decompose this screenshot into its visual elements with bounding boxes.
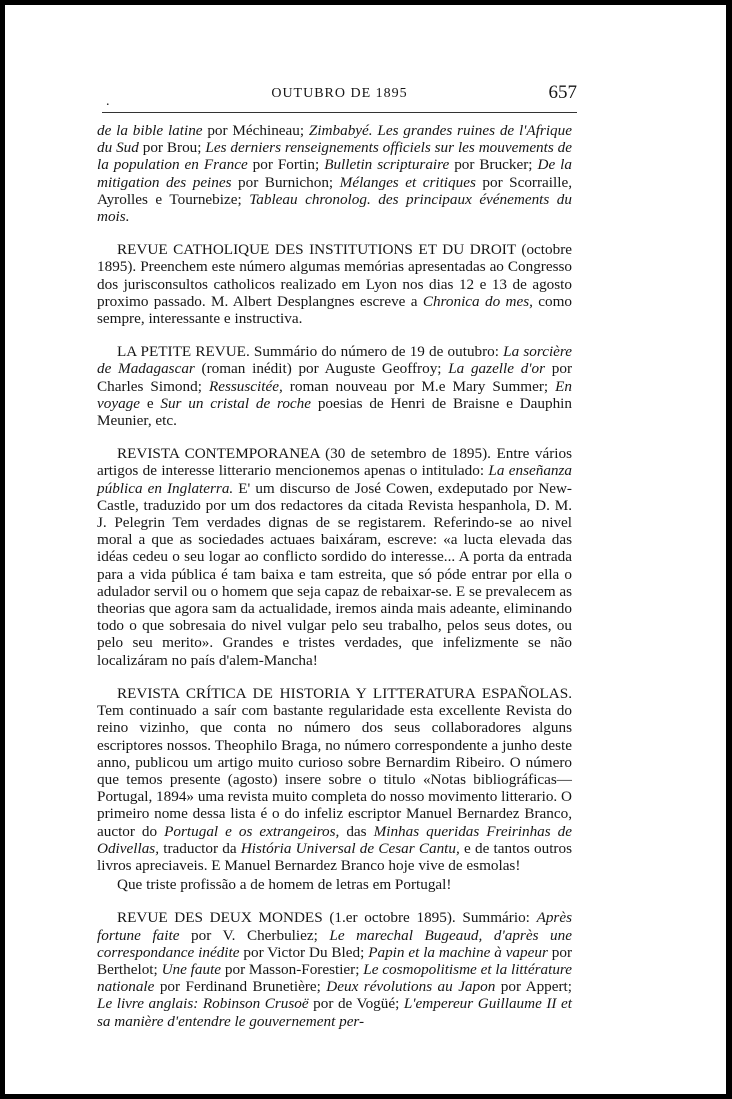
italic-title: La enseñanza pública en Inglaterra. (97, 462, 573, 497)
paragraph (97, 241, 572, 327)
text-run: por V. Cherbuliez; (179, 926, 330, 944)
text-run: por Masson-Forestier; (221, 960, 364, 978)
italic-title: Chronica do mes, (422, 292, 533, 310)
text-run: E' um discurso de José Cowen, exdeputado por New-Castle, traduzido por um dos redactores da citada Revista hespanhola, D. M. J. Pelegrin Tem verdades dignas de se registarem. Referindo-se ao nivel moral a que as sociedades actuaes baixáram, escreve: «a lucta elevada das idéas cedeu o seu logar ao conflicto sordido do interesse... A porta da entrada para a vida pública é tam baixa e tam estreita, que só póde entrar por ella o adulador servil ou o homem que seja capaz de rebaixar-se. E se prevalecem as theorias que agora sam da actualidade, iremos ainda mais adeante, eliminando todo o que sobresaia do nivel vulgar pelo seu trabalho, pelos seus dotes, ou pelo seu merito». Grandes e tristes verdades, que infelizmente se não localizáram no país d'alem-Mancha! (97, 479, 572, 669)
text-run: das (339, 822, 374, 840)
text-run: por Brucker; (449, 156, 538, 174)
text-run: e de tantos outros livros apreciaveis. E Manuel Bernardez Branco hoje vive de esmolas! (97, 839, 572, 874)
italic-title: Le cosmopolitisme et la littérature nationale (97, 960, 573, 996)
text-run: REVISTA CRÍTICA DE HISTORIA Y LITTERATURA ESPAÑOLAS. Tem continuado a saír com bastante regularidade esta excellente Revista do reino vizinho, que conta no número dos seus collaboradores alguns escriptores nossos. Theophilo Braga, no número correspondente a junho deste anno, publicou um artigo muito curioso sobre Bernardim Ribeiro. O número que temos presente (agosto) insere sobre o titulo «Notas bibliográficas—Portugal, 1894» uma revista muito completa do nosso movimento litterario. O primeiro nome dessa lista é o do infeliz escriptor Manuel Bernardez Branco, auctor do (97, 684, 572, 840)
italic-title: Une faute (161, 960, 222, 978)
italic-title: Zimbabyé. Les grandes ruines de l'Afrique du Sud (97, 122, 572, 157)
italic-title: Les derniers renseignements officiels sur les mouvements de la population en France (97, 139, 573, 174)
text-run: por Scorraille, Ayrolles e Tournebize; (97, 173, 572, 208)
italic-title: La sorcière de Madagascar (97, 343, 572, 378)
text-run: REVISTA CONTEMPORANEA (30 de setembro de 1895). Entre vários artigos de interesse litterario mencionemos apenas o intitulado: (97, 445, 572, 480)
italic-title: Papin et la machine à vapeur (368, 943, 548, 961)
text-run: e (140, 394, 161, 412)
text-run: por Brou; (138, 139, 206, 157)
italic-title: Sur un cristal de roche (160, 394, 312, 412)
running-header (102, 82, 577, 113)
text-run: por Ferdinand Brunetière; (154, 978, 327, 996)
italic-title: Minhas queridas Freirinhas de Odivellas, (97, 822, 573, 857)
text-run: por de Vogüé; (308, 995, 404, 1013)
text-run: (roman inédit) por Auguste Geoffroy; (194, 360, 449, 378)
text-run: REVUE CATHOLIQUE DES INSTITUTIONS ET DU DROIT (octobre 1895). Preenchem este número algumas memórias apresentadas ao Congresso dos jurisconsultos catholicos realizado em Lyon nos dias 12 e 13 de agosto proximo passado. M. Albert Desplangnes escreve a (97, 241, 572, 310)
text-run: por Victor Du Bled; (239, 943, 369, 961)
italic-title: De la mitigation des peines (97, 156, 572, 191)
header-dot: . (106, 94, 110, 109)
italic-title: Le livre anglais: Robinson Crusoë (97, 995, 309, 1013)
paragraph (97, 909, 572, 1029)
paragraph (97, 343, 572, 429)
italic-title: La gazelle d'or (448, 360, 546, 378)
italic-title: Portugal e os extrangeiros, (164, 822, 340, 840)
text-run: por Appert; (495, 978, 572, 996)
page-number: 657 (548, 82, 577, 103)
text-run: por Burnichon; (231, 173, 340, 191)
text-run: poesias de Henri de Braisne e Dauphin Meunier, etc. (97, 394, 572, 430)
text-run: por Fortin; (247, 156, 325, 174)
text-run: Que triste profissão a de homem de letras em Portugal! (117, 876, 452, 894)
italic-title: En voyage (97, 377, 573, 412)
text-run: por Méchineau; (202, 122, 309, 139)
text-run: como sempre, interessante e instructiva. (97, 292, 572, 328)
text-run: REVUE DES DEUX MONDES (1.er octobre 1895). Summário: (117, 909, 537, 927)
text-run: LA PETITE REVUE. Summário do número de 19 de outubro: (117, 343, 504, 361)
italic-title: Tableau chronolog. des principaux événements du mois. (97, 190, 572, 226)
italic-title: L'empereur Guillaume II et sa manière d'entendre le gouvernement per- (97, 995, 572, 1030)
italic-title: Bulletin scripturaire (324, 156, 450, 174)
paragraph (97, 445, 572, 669)
text-run: roman nouveau por M.e Mary Summer; (282, 377, 556, 395)
running-title: OUTUBRO DE 1895 (271, 86, 408, 101)
paragraph (97, 685, 572, 874)
paragraph (97, 122, 572, 225)
italic-title: Deux révolutions au Japon (326, 978, 496, 996)
italic-title: Après fortune faite (97, 909, 572, 944)
italic-title: Le marechal Bugeaud, d'après une correspondance inédite (97, 926, 572, 961)
text-run: por Charles Simond; (97, 360, 572, 395)
paragraph (97, 876, 572, 893)
text-run: traductor da (159, 839, 241, 857)
italic-title: Mélanges et critiques (339, 173, 476, 191)
text-run: por Berthelot; (97, 943, 572, 978)
italic-title: Ressuscitée, (208, 377, 283, 395)
italic-title: de la bible latine (97, 122, 203, 139)
body-text (97, 122, 572, 1030)
italic-title: História Universal de Cesar Cantu, (240, 839, 460, 857)
